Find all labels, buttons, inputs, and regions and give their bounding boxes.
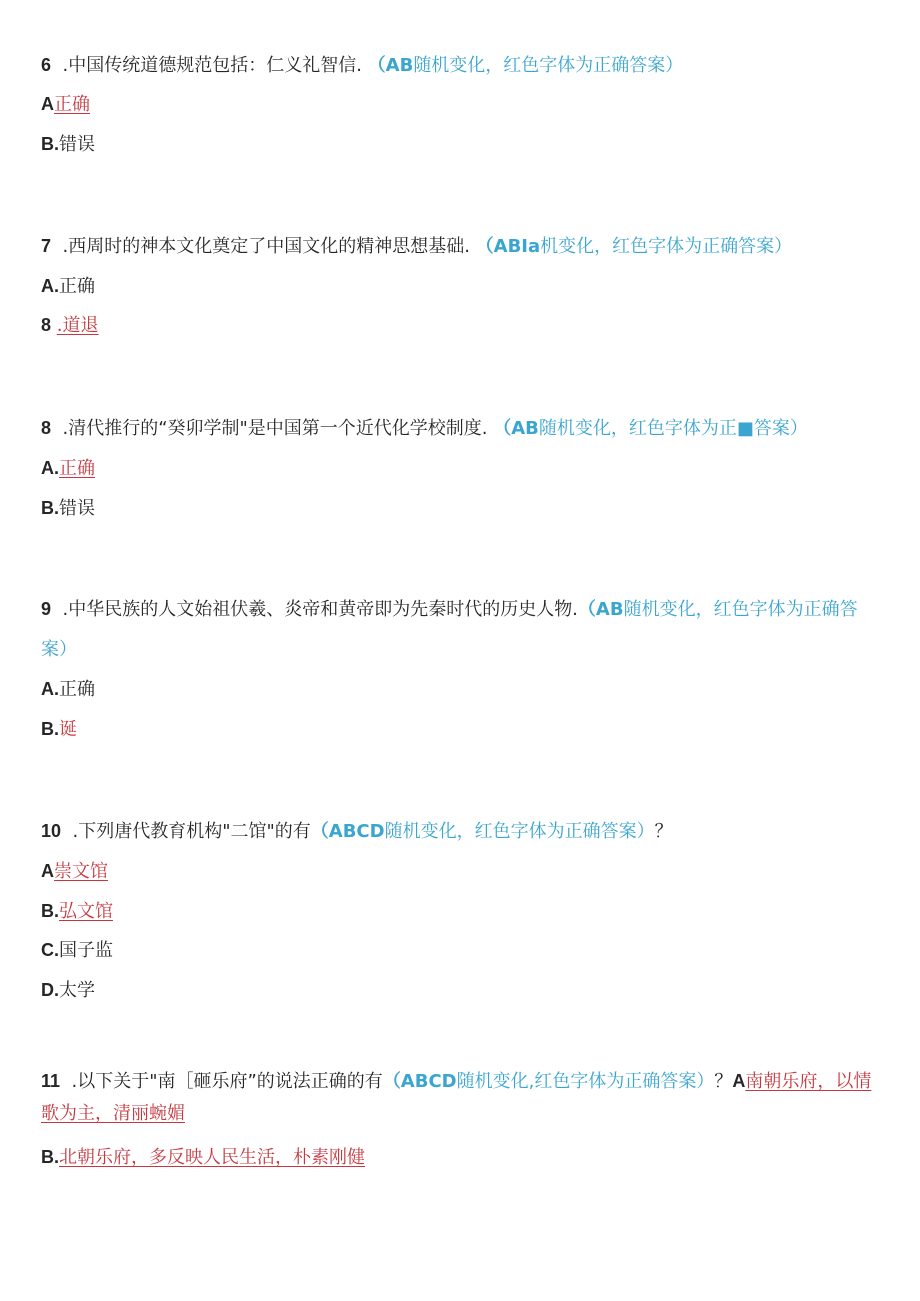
- question-number: 10: [41, 821, 62, 841]
- question-10-stem: 10 .下列唐代教育机构"二馆"的有（ABCD随机变化，红色字体为正确答案）？: [41, 821, 673, 842]
- question-number: 9: [41, 599, 52, 619]
- question-6-stem: [41, 54, 884, 77]
- correct-answer: 弘文馆: [59, 901, 113, 922]
- question-9-option-a: A.正确: [41, 679, 95, 700]
- question-text: .清代推行的“癸卯学制"是中国第一个近代化学校制度.: [62, 418, 488, 439]
- answer-hint: （ABCD随机变化,红色字体为正确答案）: [382, 1071, 715, 1092]
- question-number: 6: [41, 55, 52, 75]
- question-6-option-b: B.错误: [41, 134, 95, 155]
- question-number: 11: [41, 1071, 61, 1091]
- question-8-option-a: A.正确: [41, 458, 95, 479]
- answer-hint: （AB随机变化，红色字体为正■答案）: [493, 418, 808, 439]
- question-11-stem: 11 .以下关于"南［砸乐府”的说法正确的有（ABCD随机变化,红色字体为正确答案）？A南朝乐府，以情歌为主，清丽蜿媚: [41, 1071, 872, 1124]
- question-9-option-b: B.诞: [41, 719, 77, 740]
- answer-hint: （AB随机变化，红色字体为正确答案）: [367, 55, 684, 76]
- question-7-stem: [41, 235, 884, 258]
- correct-answer: 北朝乐府，多反映人民生活，朴素刚健: [59, 1147, 365, 1168]
- question-10-option-a: A崇文馆: [41, 861, 108, 882]
- question-text: .中国传统道德规范包括：仁义礼智信.: [62, 55, 362, 76]
- question-text: .中华民族的人文始祖伏羲、炎帝和黄帝即为先秦时代的历史人物.: [62, 599, 578, 620]
- question-number: 7: [41, 236, 52, 256]
- question-10-option-c: C.国子监: [41, 940, 113, 961]
- question-11-option-a-label: A: [732, 1071, 746, 1091]
- question-text: .以下关于"南［砸乐府”的说法正确的有: [71, 1071, 383, 1092]
- question-7-option-b: 8 .道退: [41, 315, 99, 336]
- question-11-option-b: B.北朝乐府，多反映人民生活，朴素刚健: [41, 1147, 365, 1168]
- question-text: .西周时的神本文化奠定了中国文化的精神思想基础.: [62, 236, 470, 257]
- question-10-option-d: D.太学: [41, 980, 95, 1001]
- question-text: .下列唐代教育机构"二馆"的有: [72, 821, 311, 842]
- answer-hint: （AB随机变化，红色字体为正确答案）: [41, 599, 858, 660]
- correct-answer: 崇文馆: [54, 861, 108, 882]
- question-8-stem: [41, 417, 884, 440]
- correct-answer: 南朝乐府，以情歌为主，清丽蜿媚: [41, 1071, 872, 1124]
- correct-answer: 正确: [59, 458, 95, 479]
- correct-answer: .道退: [56, 315, 99, 336]
- correct-answer: 正确: [54, 94, 90, 115]
- question-7-option-a: A.正确: [41, 276, 95, 297]
- question-8-option-b: B.错误: [41, 498, 95, 519]
- question-9-stem: [41, 589, 884, 670]
- answer-hint: （ABIa机变化，红色字体为正确答案）: [475, 236, 793, 257]
- question-6-option-a: A正确: [41, 94, 90, 115]
- answer-hint: （ABCD随机变化，红色字体为正确答案）: [310, 821, 655, 842]
- question-10-option-b: B.弘文馆: [41, 901, 113, 922]
- correct-answer: 诞: [59, 719, 77, 740]
- question-number: 8: [41, 418, 52, 438]
